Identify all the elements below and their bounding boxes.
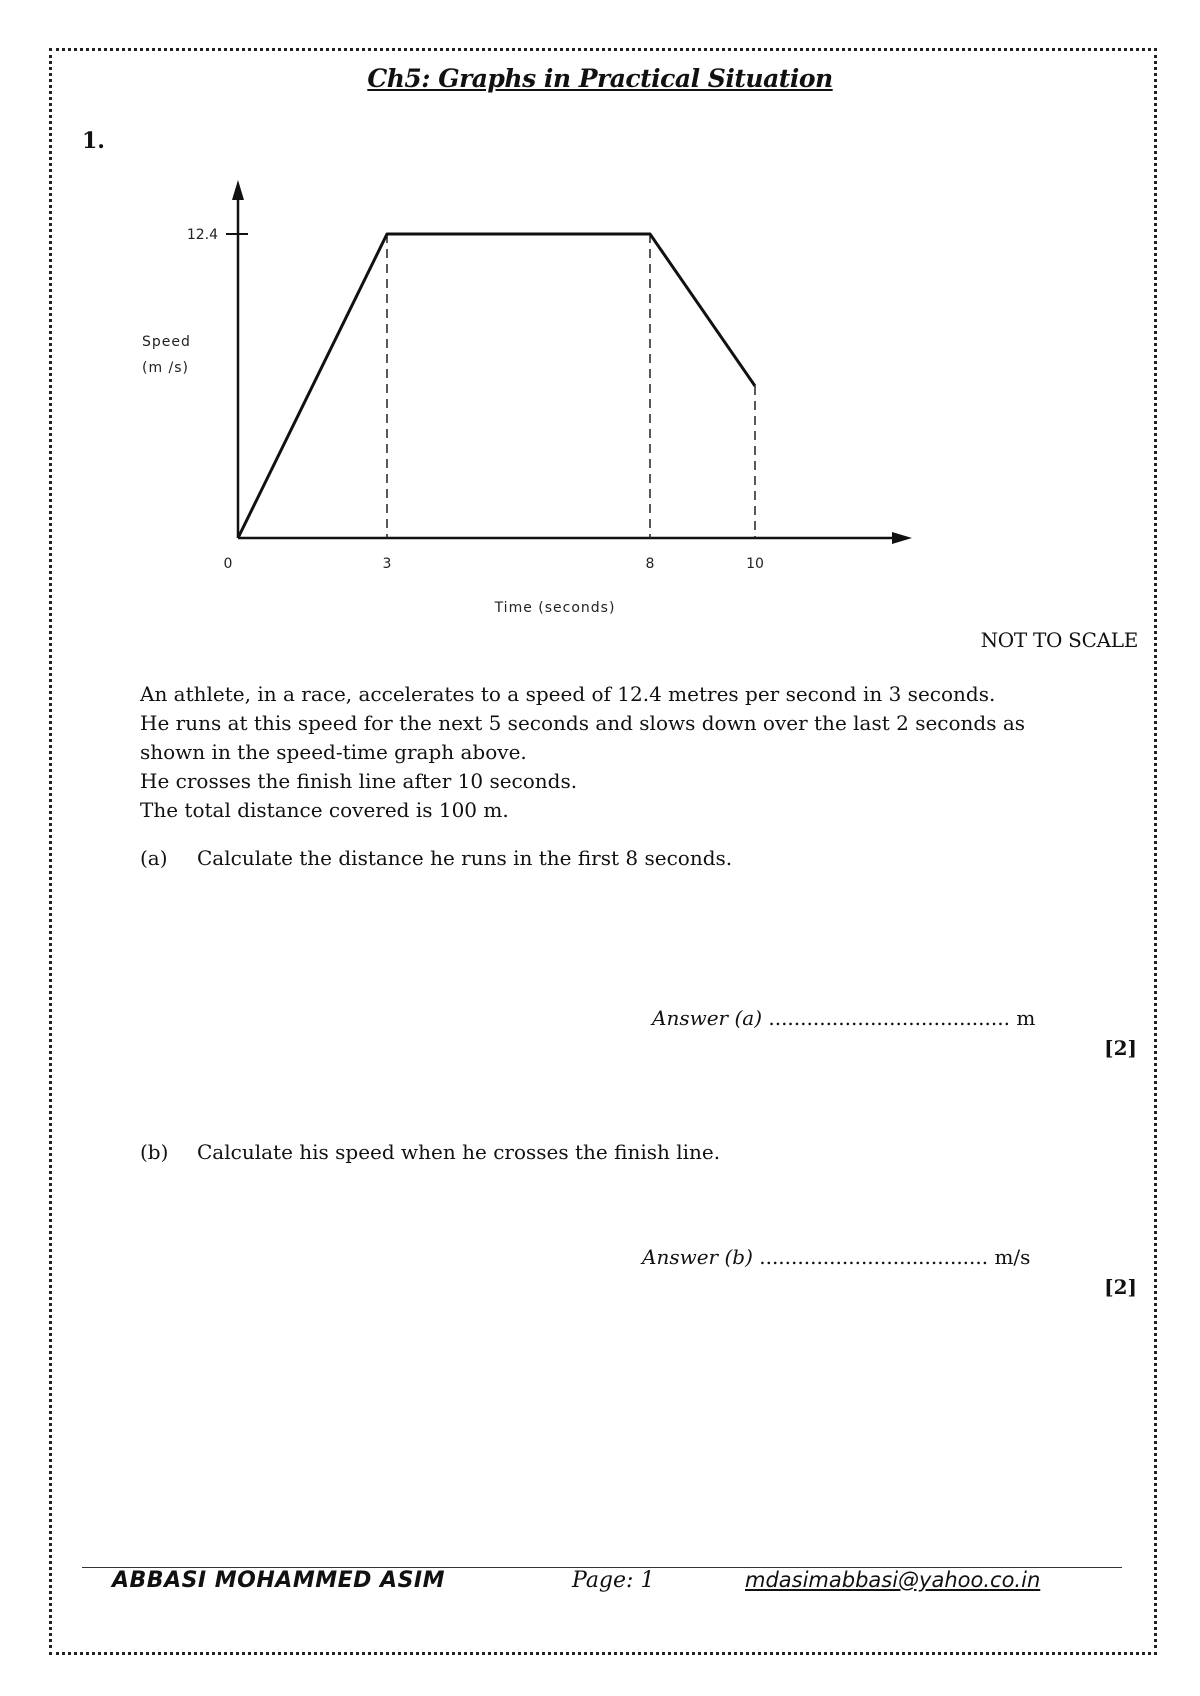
worksheet-title: Ch5: Graphs in Practical Situation <box>367 64 833 93</box>
answer-a-label: Answer (a) <box>652 1006 762 1030</box>
speed-time-graph <box>0 0 1200 640</box>
paragraph-line: An athlete, in a race, accelerates to a speed of 12.4 metres per second in 3 seconds. <box>140 682 996 706</box>
part-a-question <box>140 846 732 870</box>
y-axis-label: (m /s) <box>142 360 190 376</box>
answer-b-line <box>642 1245 1030 1269</box>
x-axis-arrow <box>892 532 912 544</box>
answer-a-unit: m <box>1016 1006 1036 1030</box>
part-b-text: Calculate his speed when he crosses the finish line. <box>197 1140 721 1164</box>
marks-a: [2] <box>1104 1036 1137 1060</box>
footer-email-link[interactable]: mdasimabbasi@yahoo.co.in <box>745 1568 1041 1592</box>
x-tick-label: 10 <box>746 556 764 572</box>
part-b-question <box>140 1140 720 1164</box>
paragraph-line: He runs at this speed for the next 5 seconds and slows down over the last 2 seconds as <box>140 711 1026 735</box>
part-a-label: (a) <box>140 846 168 870</box>
footer-author: ABBASI MOHAMMED ASIM <box>112 1568 445 1593</box>
paragraph-line: shown in the speed-time graph above. <box>140 740 527 764</box>
x-tick-label: 3 <box>382 556 392 572</box>
answer-b-label: Answer (b) <box>642 1245 753 1269</box>
answer-a-line <box>652 1006 1035 1030</box>
y-tick-label: 12.4 <box>186 227 218 243</box>
paragraph-line: He crosses the finish line after 10 seconds. <box>140 769 578 793</box>
answer-a-dots[interactable]: ...................................... <box>768 1006 1010 1030</box>
x-axis-label: Time (seconds) <box>494 600 616 616</box>
footer-page-number: Page: 1 <box>572 1568 655 1593</box>
part-b-label: (b) <box>140 1140 169 1164</box>
x-tick-label: 0 <box>223 556 233 572</box>
marks-b: [2] <box>1104 1275 1137 1299</box>
question-paragraph <box>140 680 1070 825</box>
y-axis-arrow <box>232 180 244 200</box>
y-axis-label: Speed <box>142 334 191 350</box>
answer-b-dots[interactable]: .................................... <box>759 1245 989 1269</box>
not-to-scale-note: NOT TO SCALE <box>980 628 1138 652</box>
question-number: 1. <box>82 128 105 154</box>
part-a-text: Calculate the distance he runs in the first 8 seconds. <box>197 846 733 870</box>
paragraph-line: The total distance covered is 100 m. <box>140 798 509 822</box>
x-tick-label: 8 <box>645 556 655 572</box>
answer-b-unit: m/s <box>994 1245 1031 1269</box>
speed-line <box>238 234 755 538</box>
